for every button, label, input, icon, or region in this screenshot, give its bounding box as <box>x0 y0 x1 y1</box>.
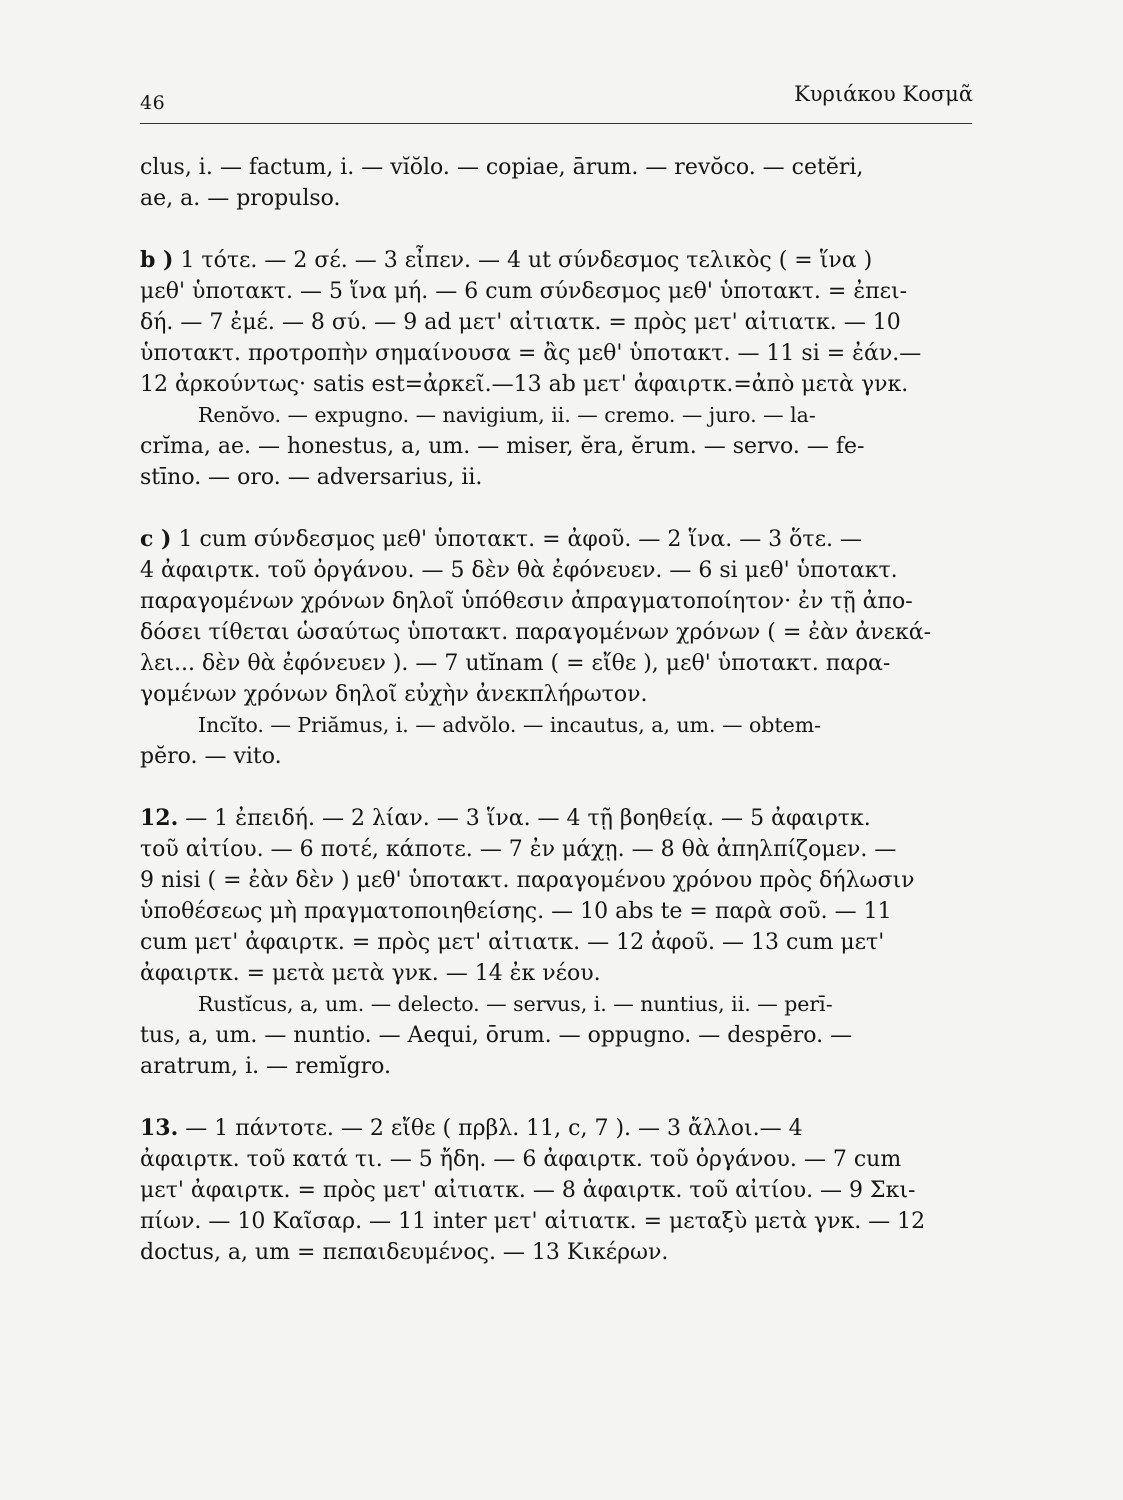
line-text: 12 ἀρκούντως· satis est=ἀρκεῖ.—13 ab μετ' ἀφαιρτκ.=ἀπὸ μετὰ γνκ. <box>140 372 909 397</box>
line-text: δή. — 7 ἐμέ. — 8 σύ. — 9 ad μετ' αἰτιατκ. = πρὸς μετ' αἰτιατκ. — 10 <box>140 310 901 335</box>
text-line <box>140 958 972 989</box>
text-line <box>140 586 972 617</box>
paragraph <box>140 803 972 1082</box>
text-line <box>140 1113 972 1144</box>
exercise-label: 13. <box>140 1115 179 1141</box>
text-line <box>140 152 972 183</box>
line-text: Renŏvo. — expugno. — navigium, ii. — cremo. — juro. — la- <box>198 403 816 427</box>
line-text: 1 τότε. — 2 σέ. — 3 εἶπεν. — 4 ut σύνδεσμος τελικὸς ( = ἵνα ) <box>173 248 873 273</box>
text-line <box>140 617 972 648</box>
paragraph-gap <box>140 493 972 524</box>
text-line <box>140 338 972 369</box>
paragraph-gap <box>140 1082 972 1113</box>
paragraph <box>140 1113 972 1268</box>
text-line <box>140 524 972 555</box>
line-text: tus, a, um. — nuntio. — Aequi, ōrum. — oppugno. — despēro. — <box>140 1023 853 1048</box>
text-line <box>140 710 972 741</box>
line-text: παραγομένων χρόνων δηλοῖ ὑπόθεσιν ἀπραγματοποίητον· ἐν τῇ ἀπο- <box>140 589 913 614</box>
running-head: Κυριάκου Κοσμᾶ <box>794 82 973 106</box>
page-number: 46 <box>140 92 166 114</box>
line-text: stīno. — oro. — adversarius, ii. <box>140 465 483 490</box>
line-text: aratrum, i. — remĭgro. <box>140 1054 392 1079</box>
text-line <box>140 1144 972 1175</box>
line-text: ae, a. — propulso. <box>140 186 341 211</box>
line-text: Rustĭcus, a, um. — delecto. — servus, i. — nuntius, ii. — perī- <box>198 992 833 1016</box>
line-text: 9 nisi ( = ἐὰν δὲν ) μεθ' ὑποτακτ. παραγομένου χρόνου πρὸς δήλωσιν <box>140 868 915 893</box>
body-text <box>140 152 972 1268</box>
paragraph-gap <box>140 214 972 245</box>
exercise-label: c ) <box>140 526 172 552</box>
text-line <box>140 431 972 462</box>
text-line <box>140 1206 972 1237</box>
exercise-label: 12. <box>140 805 179 831</box>
line-text: cum μετ' ἀφαιρτκ. = πρὸς μετ' αἰτιατκ. — 12 ἀφοῦ. — 13 cum μετ' <box>140 930 885 955</box>
text-line <box>140 865 972 896</box>
header-rule <box>140 123 972 124</box>
exercise-label: b ) <box>140 247 174 273</box>
line-text: ἀφαιρτκ. τοῦ κατά τι. — 5 ἤδη. — 6 ἀφαιρτκ. τοῦ ὀργάνου. — 7 cum <box>140 1147 902 1172</box>
line-text: δόσει τίθεται ὡσαύτως ὑποτακτ. παραγομένων χρόνων ( = ἐὰν ἀνεκά- <box>140 620 932 645</box>
line-text: clus, i. — factum, i. — vĭŏlo. — copiae, ārum. — revŏco. — cetĕri, <box>140 155 864 180</box>
line-text: ὑποθέσεως μὴ πραγματοποιηθείσης. — 10 abs te = παρὰ σοῦ. — 11 <box>140 899 892 924</box>
paragraph-gap <box>140 772 972 803</box>
text-line <box>140 896 972 927</box>
line-text: — 1 ἐπειδή. — 2 λίαν. — 3 ἵνα. — 4 τῇ βοηθείᾳ. — 5 ἀφαιρτκ. <box>178 806 871 831</box>
line-text: — 1 πάντοτε. — 2 εἴθε ( πρβλ. 11, c, 7 ). — 3 ἄλλοι.— 4 <box>178 1116 803 1141</box>
text-line <box>140 1020 972 1051</box>
line-text: pĕro. — vito. <box>140 744 282 769</box>
line-text: λει... δὲν θὰ ἐφόνευεν ). — 7 utĭnam ( = εἴθε ), μεθ' ὑποτακτ. παρα- <box>140 651 891 676</box>
line-text: πίων. — 10 Καῖσαρ. — 11 inter μετ' αἰτιατκ. = μεταξὺ μετὰ γνκ. — 12 <box>140 1209 926 1234</box>
text-line <box>140 741 972 772</box>
line-text: μεθ' ὑποτακτ. — 5 ἵνα μή. — 6 cum σύνδεσμος μεθ' ὑποτακτ. = ἐπει- <box>140 279 908 304</box>
paragraph <box>140 524 972 772</box>
line-text: 1 cum σύνδεσμος μεθ' ὑποτακτ. = ἀφοῦ. — 2 ἵνα. — 3 ὅτε. — <box>171 527 862 552</box>
line-text: ἀφαιρτκ. = μετὰ μετὰ γνκ. — 14 ἐκ νέου. <box>140 961 601 986</box>
text-line <box>140 400 972 431</box>
text-line <box>140 1237 972 1268</box>
text-line <box>140 989 972 1020</box>
text-line <box>140 1051 972 1082</box>
line-text: crĭma, ae. — honestus, a, um. — miser, ĕra, ĕrum. — servo. — fe- <box>140 434 865 459</box>
text-line <box>140 307 972 338</box>
text-line <box>140 462 972 493</box>
text-line <box>140 834 972 865</box>
text-line <box>140 555 972 586</box>
line-text: γομένων χρόνων δηλοῖ εὐχὴν ἀνεκπλήρωτον. <box>140 682 648 707</box>
line-text: μετ' ἀφαιρτκ. = πρὸς μετ' αἰτιατκ. — 8 ἀφαιρτκ. τοῦ αἰτίου. — 9 Σκι- <box>140 1178 916 1203</box>
line-text: Incĭto. — Priămus, i. — advŏlo. — incautus, a, um. — obtem- <box>198 713 822 737</box>
text-line <box>140 1175 972 1206</box>
line-text: τοῦ αἰτίου. — 6 ποτέ, κάποτε. — 7 ἐν μάχῃ. — 8 θὰ ἀπηλπίζομεν. — <box>140 837 897 862</box>
line-text: doctus, a, um = πεπαιδευμένος. — 13 Κικέρων. <box>140 1240 669 1265</box>
line-text: ὑποτακτ. προτροπὴν σημαίνουσα = ἂς μεθ' ὑποτακτ. — 11 si = ἐάν.— <box>140 341 922 366</box>
text-line <box>140 679 972 710</box>
text-line <box>140 276 972 307</box>
paragraph <box>140 245 972 493</box>
text-line <box>140 369 972 400</box>
text-line <box>140 927 972 958</box>
line-text: 4 ἀφαιρτκ. τοῦ ὀργάνου. — 5 δὲν θὰ ἐφόνευεν. — 6 si μεθ' ὑποτακτ. <box>140 558 898 583</box>
text-line <box>140 245 972 276</box>
text-line <box>140 803 972 834</box>
paragraph <box>140 152 972 214</box>
text-line <box>140 183 972 214</box>
text-line <box>140 648 972 679</box>
